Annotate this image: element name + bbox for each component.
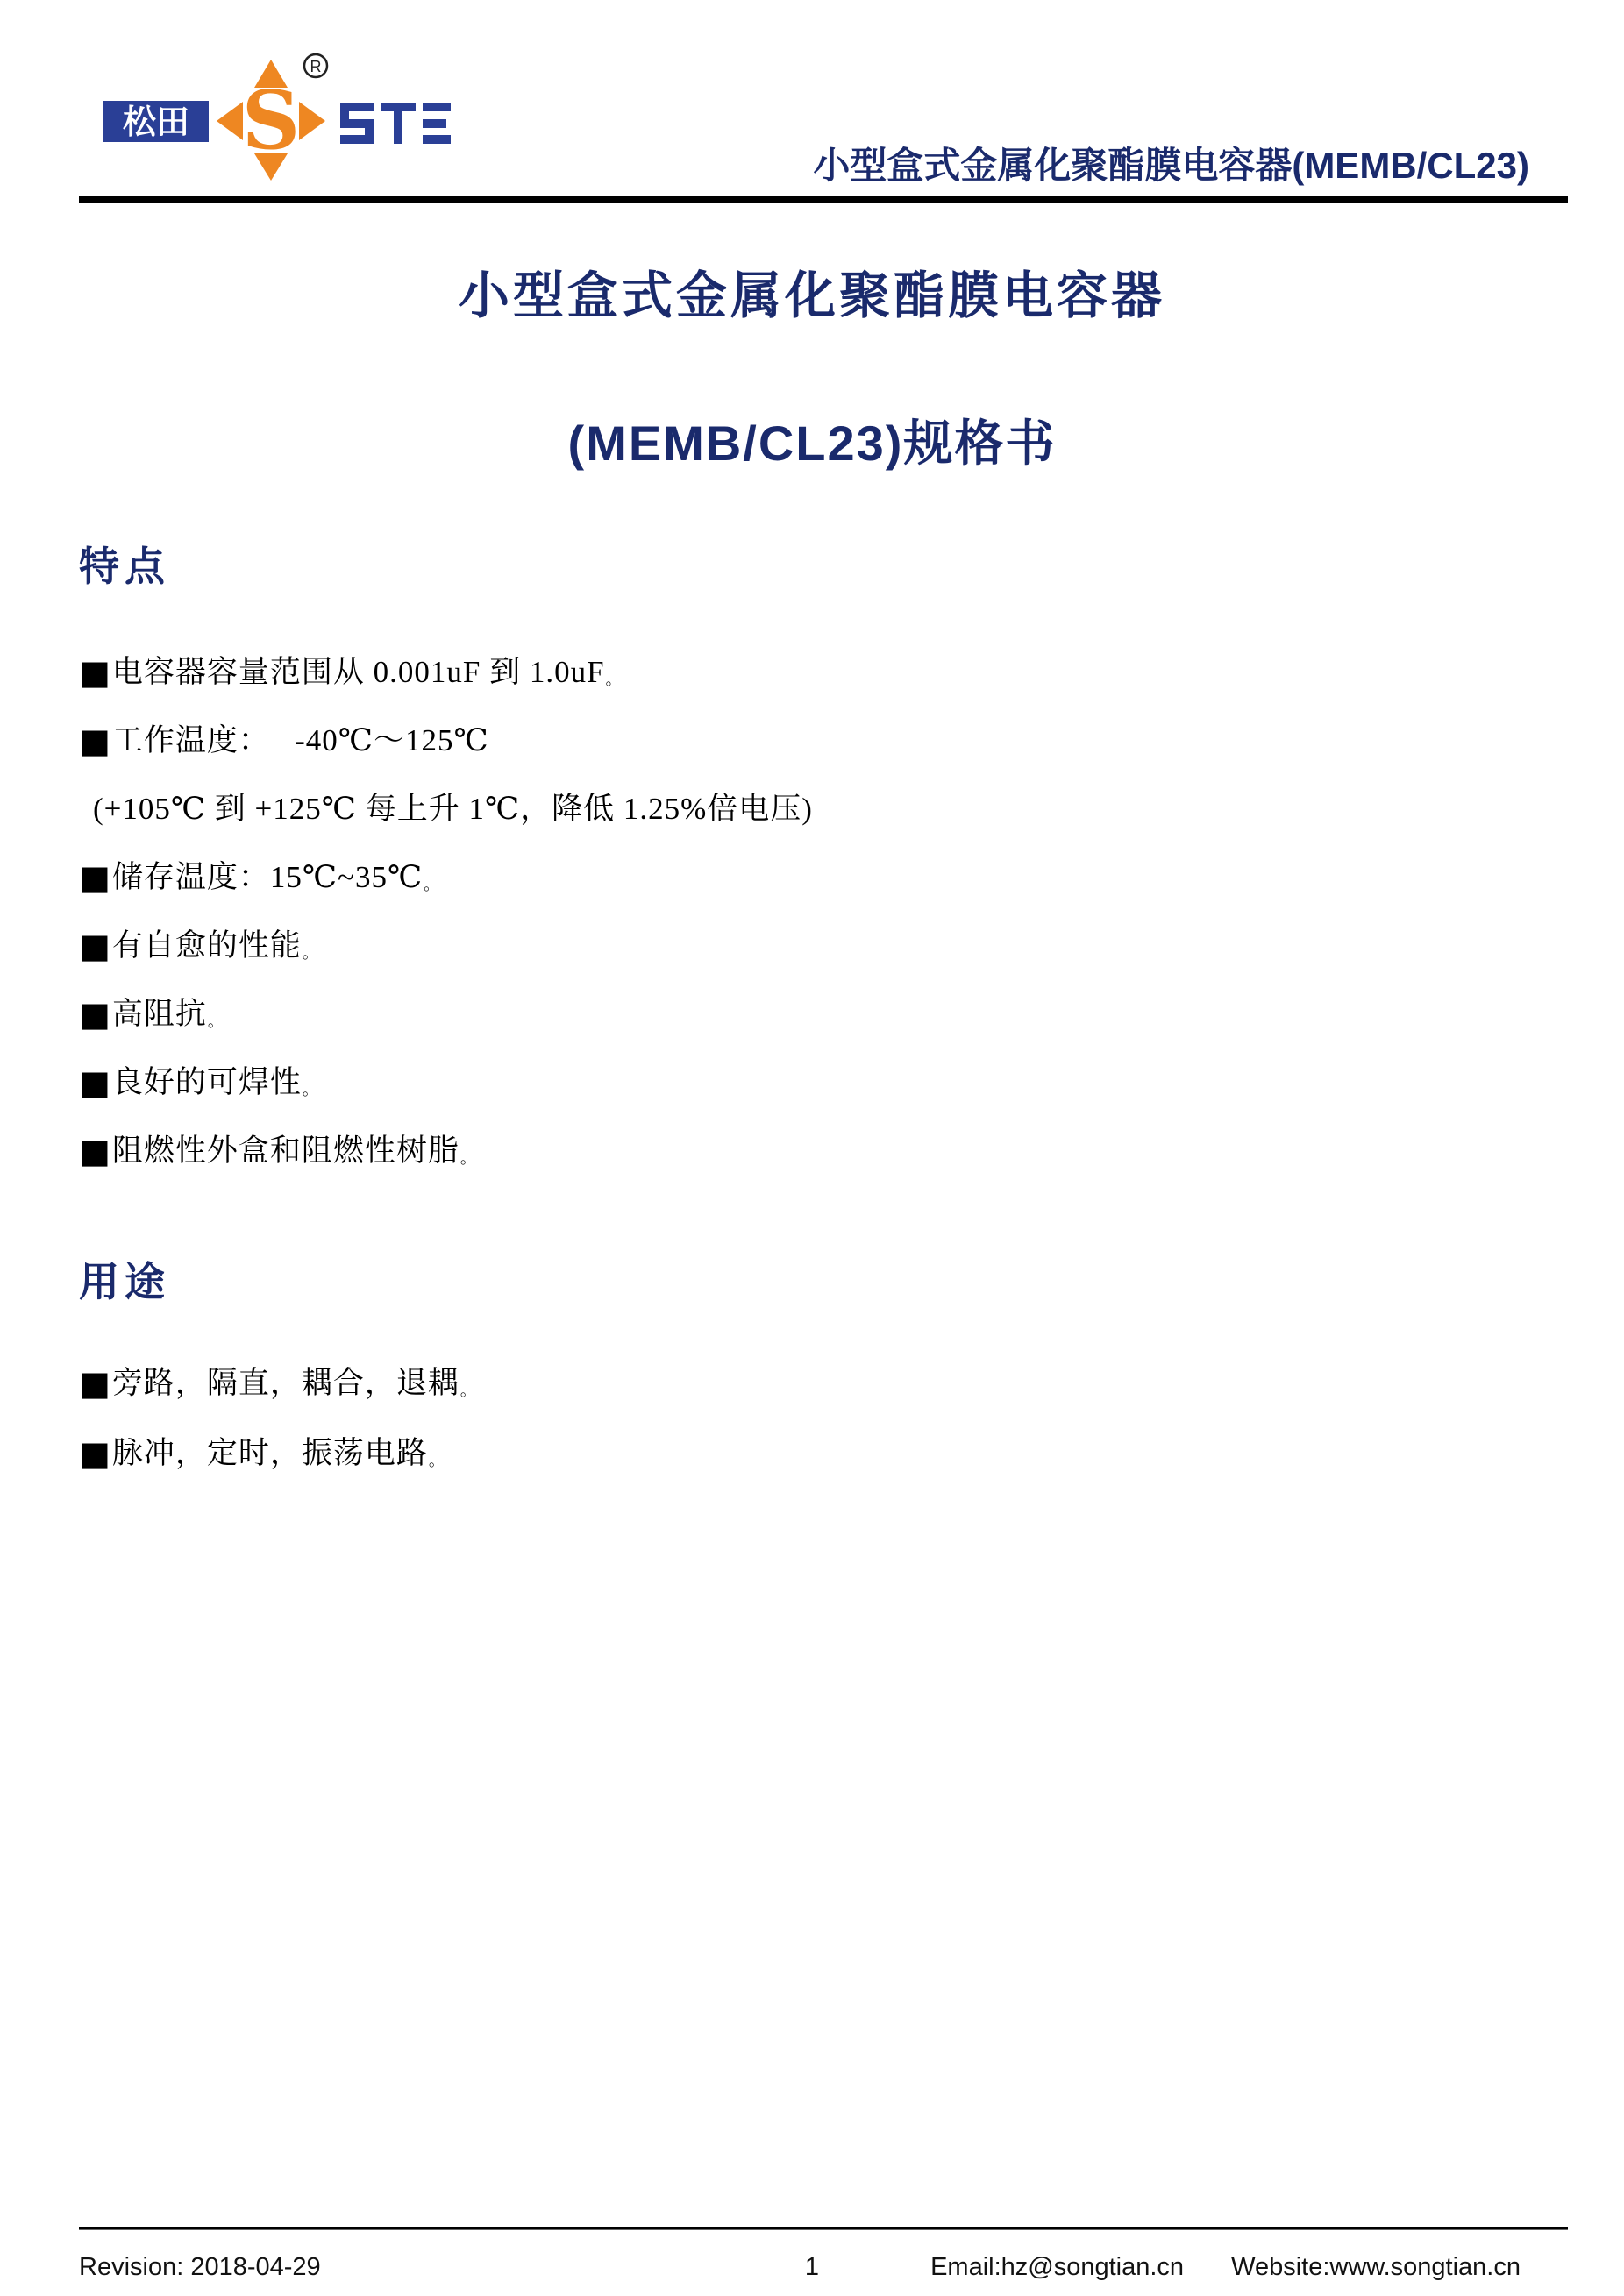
item-text: 储存温度：15℃~35℃ xyxy=(111,860,424,894)
company-logo xyxy=(95,49,454,182)
footer-rule xyxy=(79,2227,1568,2230)
features-item-list xyxy=(79,638,1447,1185)
spec-bullet-item xyxy=(79,638,1447,707)
footer-page-number: 1 xyxy=(804,2253,820,2281)
bullet-square-icon: ■ xyxy=(79,927,110,965)
logo-cn-box xyxy=(103,101,209,142)
item-text: 电容器容量范围从 0.001uF 到 1.0uF xyxy=(111,655,605,689)
bullet-square-icon: ■ xyxy=(79,1364,110,1403)
period-mark: 。 xyxy=(605,671,622,689)
emblem-left-triangle-icon xyxy=(217,102,243,140)
footer-contact xyxy=(930,2253,1521,2282)
footer-email: Email:hz@songtian.cn xyxy=(930,2253,1185,2281)
spec-bullet-item xyxy=(79,843,1447,912)
item-text: (+105℃ 到 +125℃ 每上升 1℃，降低 1.25%倍电压) xyxy=(93,792,813,826)
spec-bullet-item xyxy=(79,775,1447,843)
section-heading-uses: 用途 xyxy=(79,1259,170,1304)
doc-title: 小型盒式金属化聚酯膜电容器 xyxy=(458,267,1165,324)
bullet-square-icon: ■ xyxy=(79,653,110,692)
period-mark: 。 xyxy=(459,1382,476,1400)
logo-ste-letters xyxy=(340,103,451,144)
period-mark: 。 xyxy=(428,1452,445,1470)
item-text: 高阻抗 xyxy=(111,997,207,1031)
page-footer xyxy=(79,2253,1545,2290)
item-text: 良好的可焊性 xyxy=(111,1065,302,1099)
footer-website: Website:www.songtian.cn xyxy=(1231,2253,1521,2281)
uses-item-list xyxy=(79,1348,1447,1489)
bullet-square-icon: ■ xyxy=(79,721,110,760)
period-mark: 。 xyxy=(459,1149,476,1168)
logo-cn-text: 松田 xyxy=(122,104,190,141)
spec-bullet-item xyxy=(79,912,1447,980)
logo-emblem xyxy=(217,60,325,181)
item-text: 工作温度： -40℃～125℃ xyxy=(111,723,489,757)
period-mark: 。 xyxy=(207,1013,224,1031)
period-mark: 。 xyxy=(424,876,440,894)
period-mark: 。 xyxy=(302,944,318,963)
doc-subtitle: (MEMB/CL23)规格书 xyxy=(567,416,1057,471)
header-doc-ref: 小型盒式金属化聚酯膜电容器(MEMB/CL23) xyxy=(813,145,1529,186)
registered-mark-r: R xyxy=(310,58,322,75)
spec-bullet-item xyxy=(79,1418,1447,1489)
spec-bullet-item xyxy=(79,707,1447,775)
bullet-square-icon: ■ xyxy=(79,1132,110,1170)
bullet-square-icon: ■ xyxy=(79,1434,110,1473)
emblem-right-triangle-icon xyxy=(299,102,325,140)
bullet-square-icon: ■ xyxy=(79,1063,110,1102)
period-mark: 。 xyxy=(302,1081,318,1099)
spec-bullet-item xyxy=(79,1117,1447,1185)
footer-revision: Revision: 2018-04-29 xyxy=(79,2253,321,2281)
item-text: 阻燃性外盒和阻燃性树脂 xyxy=(111,1134,459,1168)
section-heading-features: 特点 xyxy=(79,544,170,589)
item-text: 旁路，隔直，耦合，退耦 xyxy=(111,1366,459,1400)
bullet-square-icon: ■ xyxy=(79,995,110,1034)
bullet-square-icon: ■ xyxy=(79,858,110,897)
item-text: 有自愈的性能 xyxy=(111,928,302,963)
item-text: 脉冲，定时，振荡电路 xyxy=(111,1436,428,1470)
header-rule xyxy=(79,196,1568,203)
registered-mark-icon xyxy=(304,54,327,77)
spec-bullet-item xyxy=(79,980,1447,1048)
spec-bullet-item xyxy=(79,1048,1447,1117)
spec-bullet-item xyxy=(79,1348,1447,1418)
emblem-s-letter: S xyxy=(241,73,301,167)
